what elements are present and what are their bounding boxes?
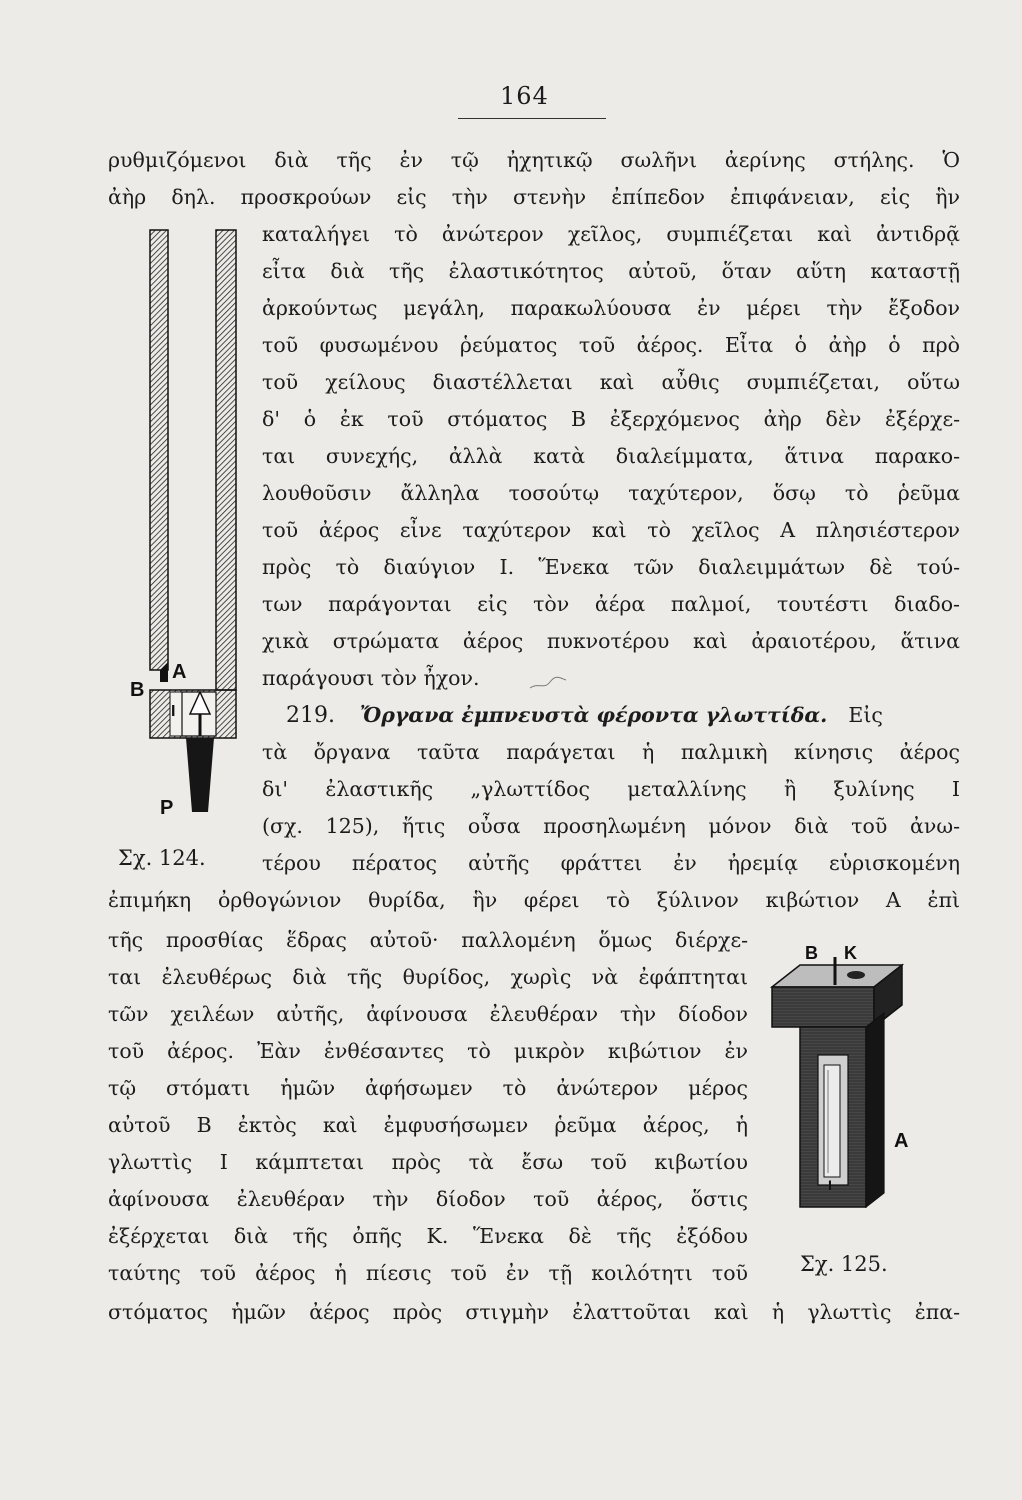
label-B-125: B [805,943,818,963]
text-line-1: ρυθμιζόμενοι διὰ τῆς ἐν τῷ ἠχητικῷ σωλῆνι ἀερίνης στήλης. Ὁ [108,148,960,172]
section-heading [286,703,960,728]
text-line-23: τῶν χειλέων αὐτῆς, ἀφίνουσα ἐλευθέραν τὴν δίοδον [108,1002,748,1026]
text-line-21: τῆς προσθίας ἕδρας αὐτοῦ· παλλομένη ὅμως διέρχε- [108,928,748,952]
figure-125-caption: Σχ. 125. [800,1252,888,1276]
text-line-28: ἀφίνουσα ἐλευθέραν τὴν δίοδον τοῦ ἀέρος, ὅστις [108,1187,748,1211]
text-line-24: τοῦ ἀέρος. Ἐὰν ἐνθέσαντες τὸ μικρὸν κιβώτιον ἐν [108,1039,748,1063]
ink-mark-decoration [528,672,568,692]
label-K-125: K [844,943,857,963]
page-number: 164 [500,82,549,110]
label-B-124: B [130,679,145,701]
label-P-124: P [160,797,174,819]
text-line-6: τοῦ φυσωμένου ῥεύματος τοῦ ἀέρος. Εἶτα ὁ ἀὴρ ὁ πρὸ [262,333,960,357]
label-I-124: I [171,703,176,720]
section-title: Ὄργανα ἐμπνευστὰ φέροντα γλωττίδα. [360,703,828,727]
text-line-22: ται ἐλευθέρως διὰ τῆς θυρίδος, χωρὶς νὰ ἐφάπτηται [108,965,748,989]
text-line-16: τὰ ὄργανα ταῦτα παράγεται ἡ παλμικὴ κίνησις ἀέρος [262,740,960,764]
text-line-8: δ' ὁ ἐκ τοῦ στόματος Β ἐξερχόμενος ἀὴρ δὲν ἐξέρχε- [262,407,960,431]
label-A-124: A [172,661,187,683]
text-line-27: γλωττὶς Ι κάμπτεται πρὸς τὰ ἔσω τοῦ κιβωτίου [108,1150,748,1174]
text-line-13: των παράγονται εἰς τὸν ἀέρα παλμοί, τουτέστι διαδο- [262,592,960,616]
text-line-29: ἐξέρχεται διὰ τῆς ὀπῆς Κ. Ἕνεκα δὲ τῆς ἐξόδου [108,1224,748,1248]
label-A-125: A [894,1130,909,1152]
text-line-5: ἀρκούντως μεγάλη, παρακωλύουσα ἐν μέρει τὴν ἔξοδον [262,296,960,320]
text-line-4: εἶτα διὰ τῆς ἐλαστικότητος αὐτοῦ, ὅταν αὕτη καταστῇ [262,259,960,283]
text-line-30: ταύτης τοῦ ἀέρος ἡ πίεσις τοῦ ἐν τῇ κοιλότητι τοῦ [108,1261,748,1285]
text-line-31: στόματος ἡμῶν ἀέρος πρὸς στιγμὴν ἐλαττοῦται καὶ ἡ γλωττὶς ἐπα- [108,1300,960,1324]
text-line-9: ται συνεχής, ἀλλὰ κατὰ διαλείμματα, ἅτινα παρακο- [262,444,960,468]
label-I-125: I [828,1177,832,1193]
text-line-2: ἀὴρ δηλ. προσκρούων εἰς τὴν στενὴν ἐπίπεδον ἐπιφάνειαν, εἰς ἣν [108,185,960,209]
text-line-12: πρὸς τὸ διαύγιον Ι. Ἕνεκα τῶν διαλειμμάτων δὲ τού- [262,555,960,579]
text-line-20: ἐπιμήκη ὀρθογώνιον θυρίδα, ἣν φέρει τὸ ξύλινον κιβώτιον Α ἐπὶ [108,888,960,912]
text-line-15: παράγουσι τὸν ἦχον. [262,666,480,690]
text-line-10: λουθοῦσιν ἄλληλα τοσούτῳ ταχύτερον, ὅσῳ τὸ ῥεῦμα [262,481,960,505]
figure-124-organ-pipe [112,222,252,842]
text-line-19: τέρου πέρατος αὐτῆς φράττει ἐν ἠρεμίᾳ εὑρισκομένη [262,851,960,875]
text-line-18: (σχ. 125), ἥτις οὖσα προσηλωμένη μόνον διὰ τοῦ ἀνω- [262,814,960,838]
pipe-right-wall [216,230,236,690]
text-line-14: χικὰ στρώματα ἀέρος πυκνοτέρου καὶ ἀραιοτέρου, ἅτινα [262,629,960,653]
section-number: 219. [286,703,335,728]
pipe-left-wall [150,230,168,670]
figure-125-reed-box [760,935,960,1260]
section-title-tail: Εἰς [848,703,883,727]
text-line-25: τῷ στόματι ἡμῶν ἀφήσωμεν τὸ ἀνώτερον μέρος [108,1076,748,1100]
text-line-26: αὐτοῦ Β ἐκτὸς καὶ ἐμφυσήσωμεν ῥεῦμα ἀέρος, ἡ [108,1113,748,1137]
text-line-17: δι' ἐλαστικῆς „γλωττίδος μεταλλίνης ἢ ξυλίνης Ι [262,777,960,801]
text-line-7: τοῦ χείλους διαστέλλεται καὶ αὖθις συμπιέζεται, οὕτω [262,370,960,394]
figure-124-caption: Σχ. 124. [118,846,206,870]
pipe-foot-tube [186,738,214,812]
text-line-3: καταλήγει τὸ ἀνώτερον χεῖλος, συμπιέζεται καὶ ἀντιδρᾷ [262,222,960,246]
text-line-11: τοῦ ἀέρος εἶνε ταχύτερον καὶ τὸ χεῖλος Α πλησιέστερον [262,518,960,542]
page-number-rule [458,118,606,119]
